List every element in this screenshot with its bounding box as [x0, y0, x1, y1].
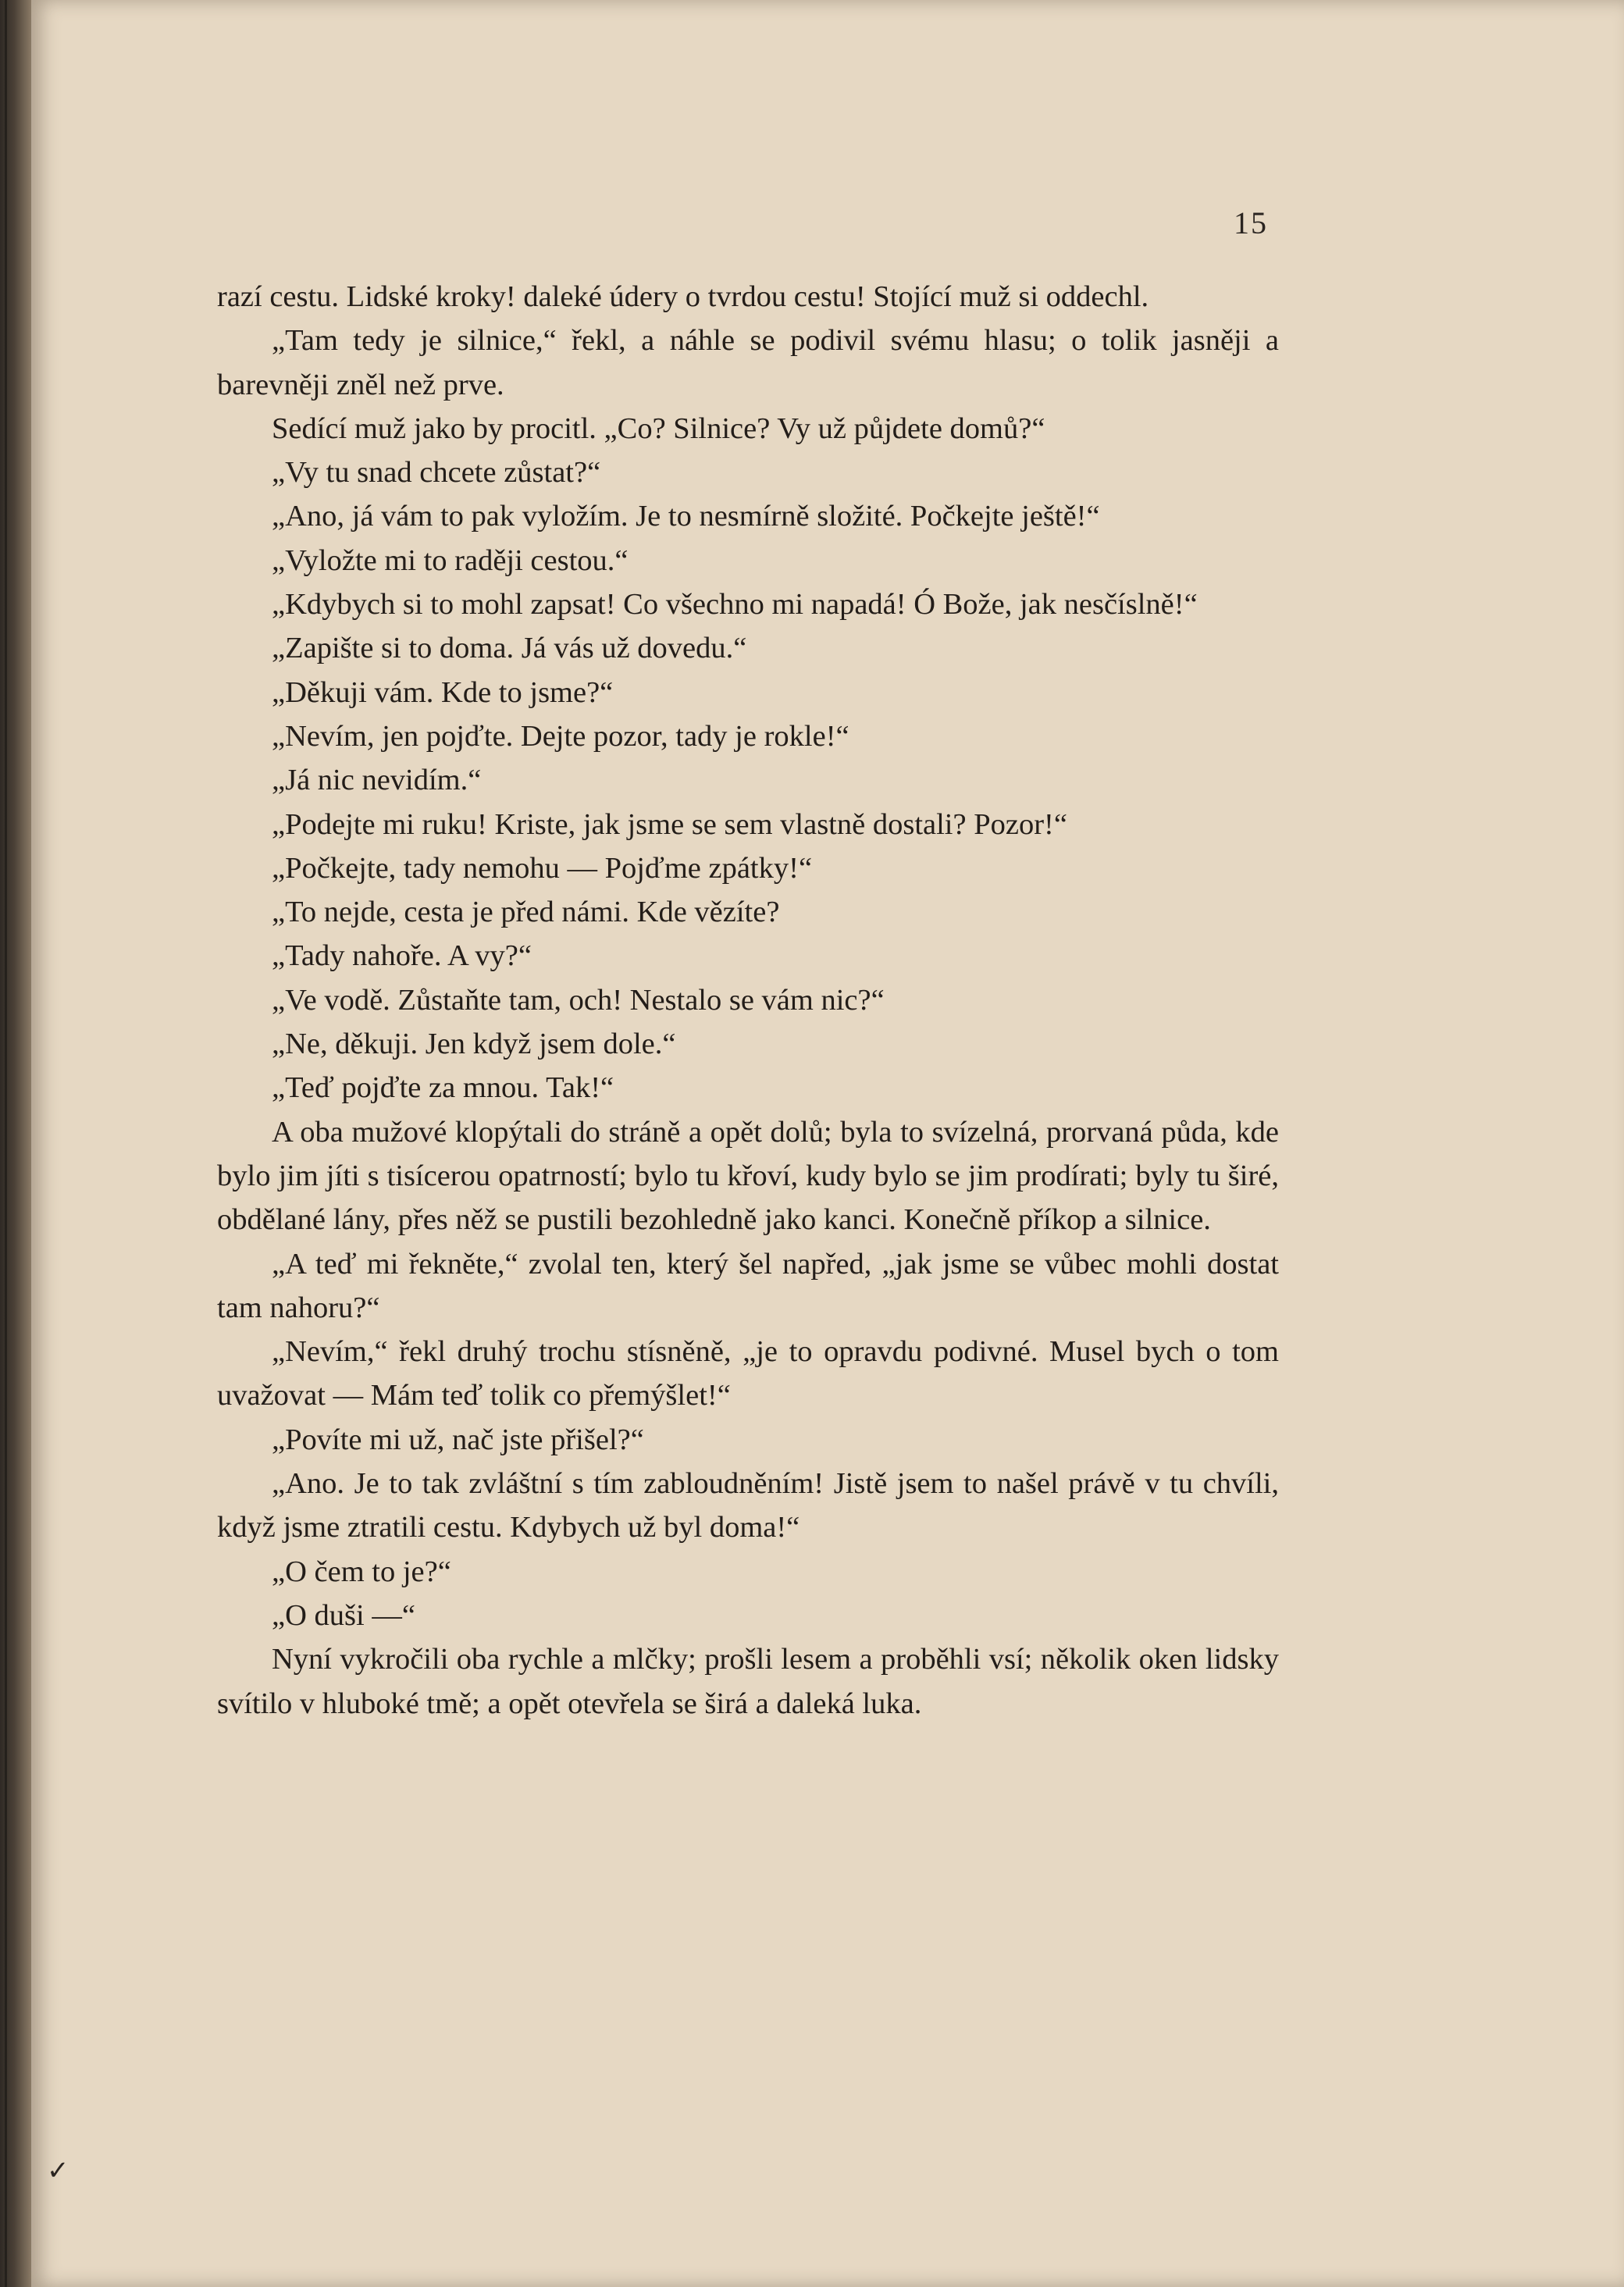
book-spine	[0, 0, 31, 2287]
page-number: 15	[1234, 205, 1268, 240]
paragraph: A oba mužové klopýtali do stráně a opět dolů; byla to svízelná, prorvaná půda, kde bylo jim jíti s tisícerou opatrností; bylo tu křoví, kudy bylo se jim prodírati; byly tu širé, obdělané lány, přes něž se pustili bezohledně jako kanci. Konečně příkop a silnice.	[217, 1115, 1279, 1237]
paragraph: Sedící muž jako by procitl. „Co? Silnice? Vy už půjdete domů?“	[272, 411, 1045, 445]
paragraph: „Povíte mi už, nač jste přišel?“	[272, 1423, 644, 1456]
paragraph: „To nejde, cesta je před námi. Kde vězíte?	[272, 896, 780, 929]
paragraph: „Ne, děkuji. Jen když jsem dole.“	[272, 1028, 676, 1061]
paragraph: „Teď pojďte za mnou. Tak!“	[272, 1071, 614, 1105]
paragraph: „Podejte mi ruku! Kriste, jak jsme se sem vlastně dostali? Pozor!“	[272, 807, 1067, 841]
paragraph: „Já nic nevidím.“	[272, 764, 482, 797]
paragraph: „Vyložte mi to raději cestou.“	[272, 543, 629, 577]
spine-edge	[5, 0, 21, 2287]
body-text	[217, 275, 1279, 1726]
paragraph: „Počkejte, tady nemohu — Pojďme zpátky!“	[272, 851, 813, 885]
paragraph: „O duši —“	[272, 1598, 415, 1632]
paragraph: „Ve vodě. Zůstaňte tam, och! Nestalo se vám nic?“	[272, 983, 885, 1017]
paragraph: razí cestu. Lidské kroky! daleké údery o tvrdou cestu! Stojící muž si oddechl.	[217, 280, 1149, 313]
print-mark: ✓	[47, 2157, 69, 2185]
paragraph: „Kdybych si to mohl zapsat! Co všechno mi napadá! Ó Bože, jak nesčíslně!“	[272, 588, 1198, 622]
paragraph: „Vy tu snad chcete zůstat?“	[272, 456, 601, 490]
paragraph: Nyní vykročili oba rychle a mlčky; prošli lesem a proběhli vsí; několik oken lidsky svítilo v hluboké tmě; a opět otevřela se širá a daleká luka.	[217, 1643, 1279, 1720]
paragraph: „A teď mi řekněte,“ zvolal ten, který šel napřed, „jak jsme se vůbec mohli dostat tam nahoru?“	[217, 1247, 1279, 1324]
paragraph: „Ano. Je to tak zvláštní s tím zabloudněním! Jistě jsem to našel právě v tu chvíli, když jsme ztratili cestu. Kdybych už byl doma!“	[217, 1467, 1279, 1544]
paragraph: „Tam tedy je silnice,“ řekl, a náhle se podivil svému hlasu; o tolik jasněji a barevněji zněl než prve.	[217, 324, 1279, 401]
paragraph: „Nevím, jen pojďte. Dejte pozor, tady je rokle!“	[272, 719, 849, 753]
paragraph: „Tady nahoře. A vy?“	[272, 939, 532, 973]
paragraph: „Děkuji vám. Kde to jsme?“	[272, 675, 614, 709]
paragraph: „O čem to je?“	[272, 1555, 451, 1588]
paragraph: „Zapište si to doma. Já vás už dovedu.“	[272, 632, 747, 665]
paragraph: „Nevím,“ řekl druhý trochu stísněně, „je to opravdu podivné. Musel bych o tom uvažovat — Mám teď tolik co přemýšlet!“	[217, 1335, 1279, 1412]
paragraph: „Ano, já vám to pak vyložím. Je to nesmírně složité. Počkejte ještě!“	[272, 500, 1100, 533]
